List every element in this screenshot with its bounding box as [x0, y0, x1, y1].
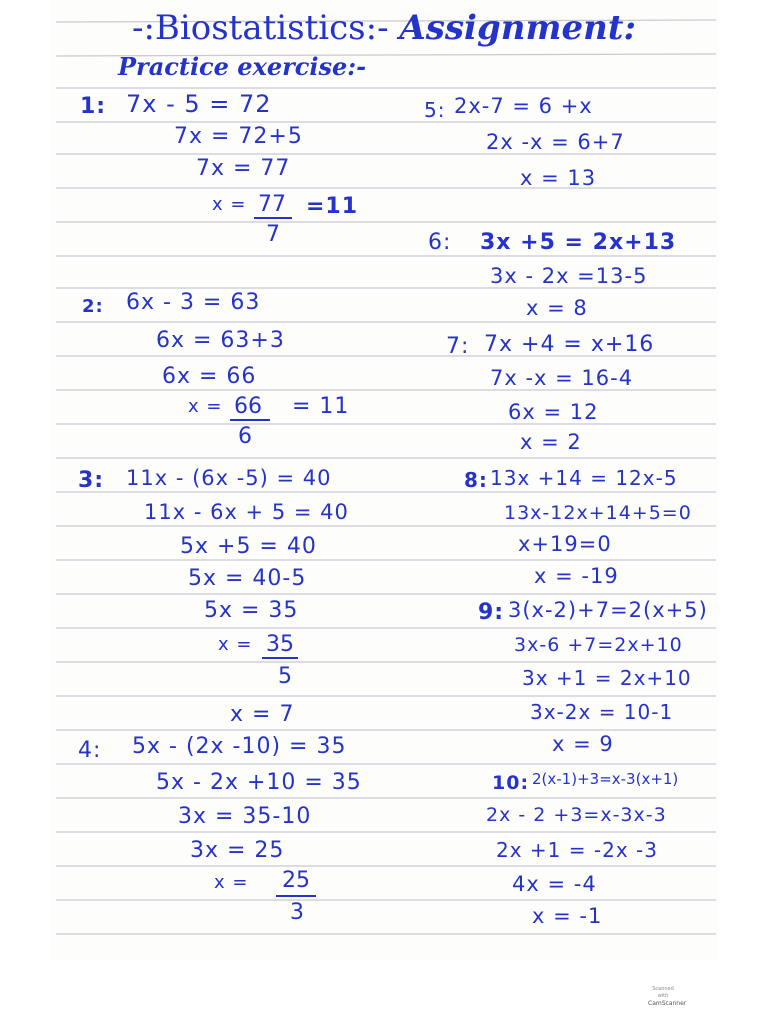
- problem-4-answer-prefix: x =: [214, 872, 249, 893]
- problem-6-line-2: 3x - 2x =13-5: [490, 264, 648, 288]
- problem-9-line-2: 3x-6 +7=2x+10: [514, 634, 683, 656]
- page-title: -:Biostatistics:- Assignment:: [131, 8, 637, 48]
- problem-5-line-3: x = 13: [520, 166, 597, 190]
- problem-2-frac-num: 66: [234, 394, 262, 419]
- problem-2-answer-prefix: x =: [188, 396, 223, 417]
- problem-3-frac-den: 5: [278, 664, 292, 689]
- problem-10-line-3: 2x +1 = -2x -3: [496, 838, 658, 862]
- problem-5-line-2: 2x -x = 6+7: [486, 130, 625, 154]
- problem-5-label: 5:: [424, 98, 446, 122]
- problem-4-line-3: 3x = 35-10: [178, 804, 312, 829]
- problem-8-line-3: x+19=0: [518, 532, 612, 556]
- problem-10-line-4: 4x = -4: [512, 872, 597, 896]
- problem-4-line-2: 5x - 2x +10 = 35: [156, 770, 362, 795]
- problem-5-line-1: 2x-7 = 6 +x: [454, 94, 593, 118]
- problem-1-line-3: 7x = 77: [196, 156, 291, 181]
- problem-3-line-5: 5x = 35: [204, 598, 299, 623]
- problem-9-label: 9:: [478, 600, 505, 625]
- problem-4-frac-bar: [276, 895, 316, 897]
- problem-1-line-2: 7x = 72+5: [174, 124, 303, 149]
- problem-1-frac-bar: [254, 217, 292, 219]
- problem-2-label: 2:: [82, 296, 104, 317]
- problem-8-line-4: x = -19: [534, 564, 619, 588]
- problem-8-label: 8:: [464, 468, 488, 492]
- problem-2-line-3: 6x = 66: [162, 364, 257, 389]
- problem-1-answer-prefix: x =: [212, 194, 247, 215]
- problem-3-final: x = 7: [230, 702, 295, 727]
- problem-8-line-2: 13x-12x+14+5=0: [504, 502, 692, 524]
- scanner-watermark: [648, 986, 687, 1008]
- problem-1-line-1: 7x - 5 = 72: [126, 90, 272, 118]
- problem-4-line-4: 3x = 25: [190, 838, 285, 863]
- problem-3-label: 3:: [78, 468, 105, 493]
- scanner-watermark-bottom: CamScanner: [648, 1000, 687, 1007]
- problem-4-frac-den: 3: [290, 900, 304, 925]
- problem-7-line-4: x = 2: [520, 430, 582, 454]
- problem-3-line-3: 5x +5 = 40: [180, 534, 317, 559]
- problem-9-line-4: 3x-2x = 10-1: [530, 700, 674, 724]
- problem-3-frac-num: 35: [266, 632, 294, 657]
- problem-10-line-2: 2x - 2 +3=x-3x-3: [486, 804, 667, 826]
- problem-7-line-2: 7x -x = 16-4: [490, 366, 634, 390]
- problem-10-line-1: 2(x-1)+3=x-3(x+1): [532, 770, 679, 788]
- problem-2-frac-den: 6: [238, 424, 252, 449]
- problem-2-result: = 11: [292, 394, 350, 419]
- title-accent: Assignment:: [399, 8, 637, 48]
- problem-7-line-3: 6x = 12: [508, 400, 599, 424]
- problem-4-label: 4:: [78, 738, 102, 763]
- problem-3-frac-bar: [262, 657, 298, 659]
- problem-2-frac-bar: [230, 419, 270, 421]
- problem-8-line-1: 13x +14 = 12x-5: [490, 466, 678, 490]
- problem-9-line-1: 3(x-2)+7=2(x+5): [508, 598, 708, 622]
- problem-6-label: 6:: [428, 230, 452, 255]
- problem-2-line-2: 6x = 63+3: [156, 328, 285, 353]
- problem-4-line-1: 5x - (2x -10) = 35: [132, 734, 347, 759]
- problem-2-line-1: 6x - 3 = 63: [126, 290, 261, 315]
- problem-6-line-1: 3x +5 = 2x+13: [480, 230, 677, 255]
- problem-6-line-3: x = 8: [526, 296, 588, 320]
- problem-10-line-5: x = -1: [532, 904, 603, 928]
- problem-10-label: 10:: [492, 772, 530, 794]
- problem-7-line-1: 7x +4 = x+16: [484, 332, 655, 357]
- problem-7-label: 7:: [446, 334, 470, 359]
- problem-9-line-5: x = 9: [552, 732, 614, 756]
- scanner-watermark-top: Scanned with: [652, 986, 674, 999]
- subtitle: Practice exercise:-: [118, 52, 367, 81]
- problem-9-line-3: 3x +1 = 2x+10: [522, 666, 692, 690]
- problem-3-line-1: 11x - (6x -5) = 40: [126, 466, 332, 490]
- problem-3-line-2: 11x - 6x + 5 = 40: [144, 500, 349, 524]
- problem-1-frac-num: 77: [258, 192, 286, 217]
- problem-1-result: =11: [306, 194, 359, 219]
- problem-3-line-4: 5x = 40-5: [188, 566, 307, 591]
- problem-1-label: 1:: [80, 94, 107, 119]
- problem-3-answer-prefix: x =: [218, 634, 253, 655]
- problem-1-frac-den: 7: [266, 222, 280, 247]
- problem-4-frac-num: 25: [282, 868, 310, 893]
